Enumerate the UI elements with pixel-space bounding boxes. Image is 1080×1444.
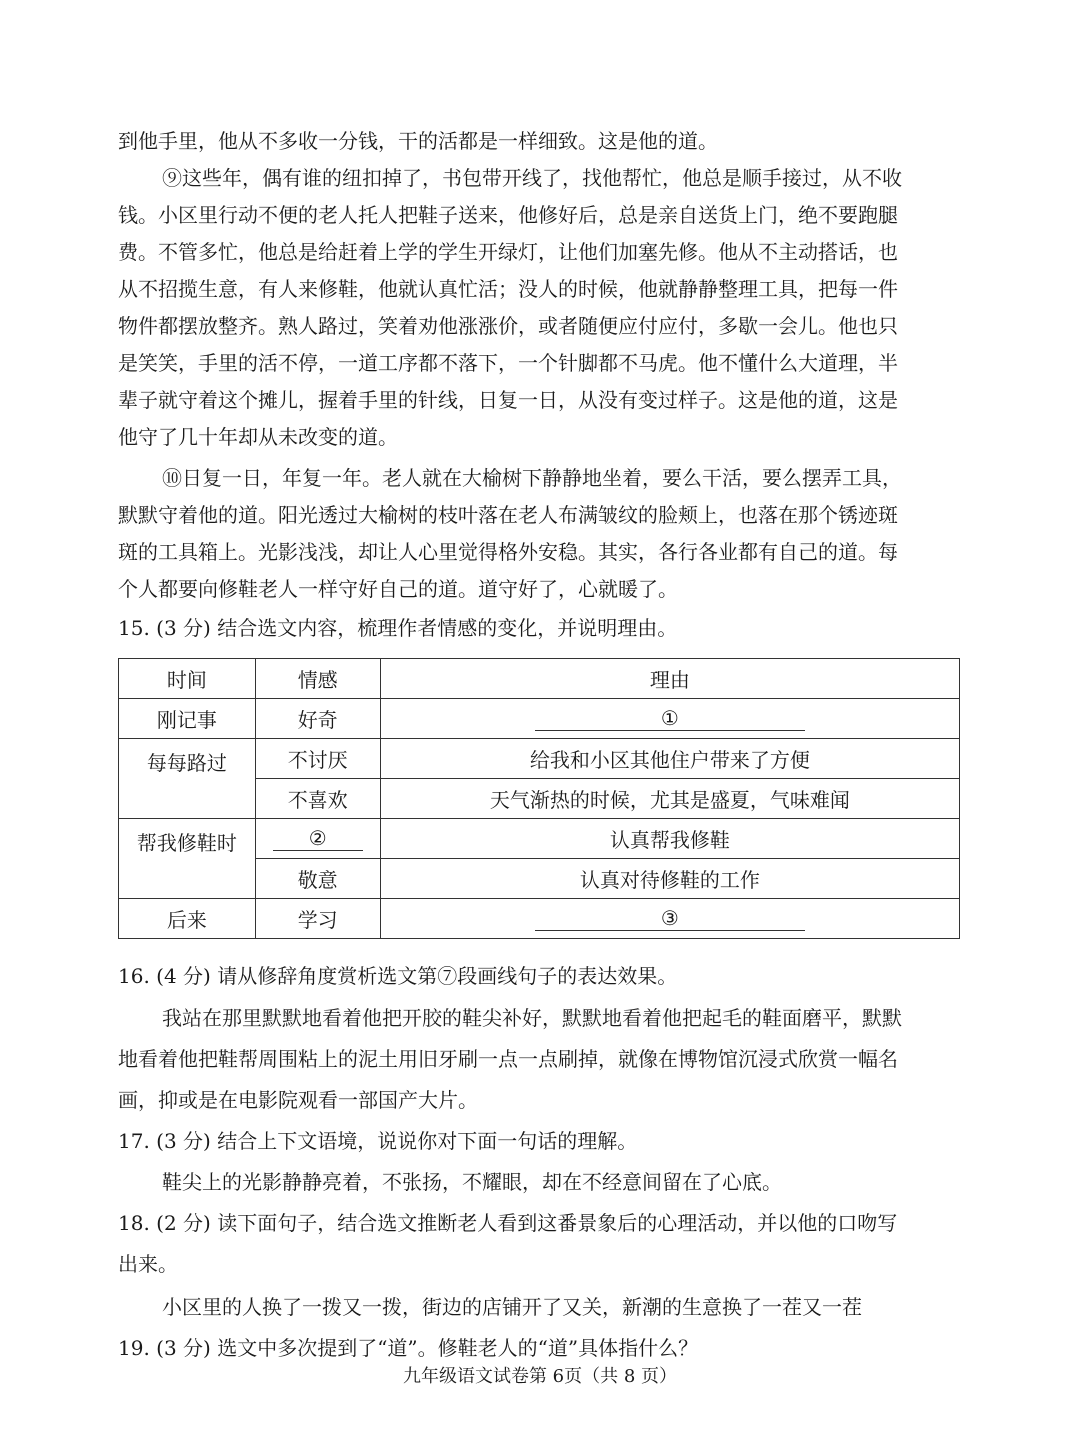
emotion-cell: 学习 — [255, 899, 380, 939]
answer-blank-2[interactable]: ② — [273, 826, 363, 851]
question-15: 15. (3 分) 结合选文内容，梳理作者情感的变化，并说明理由。 — [118, 616, 678, 640]
question-18: 18. (2 分) 读下面句子，结合选文推断老人看到这番景象后的心理活动，并以他的口吻写 — [118, 1211, 898, 1235]
reason-cell — [380, 699, 959, 739]
time-cell: 刚记事 — [119, 699, 256, 739]
passage-line: 辈子就守着这个摊儿，握着手里的针线，日复一日，从没有变过样子。这是他的道，这是 — [118, 388, 898, 412]
q16-quote-line: 我站在那里默默地看着他把开胶的鞋尖补好，默默地看着他把起毛的鞋面磨平，默默 — [162, 1006, 902, 1030]
passage-line: ⑨这些年，偶有谁的纽扣掉了，书包带开线了，找他帮忙，他总是顺手接过，从不收 — [162, 166, 902, 190]
page-footer: 九年级语文试卷第 6页（共 8 页） — [402, 1366, 678, 1387]
emotion-cell — [255, 819, 380, 859]
emotion-table — [118, 658, 960, 939]
time-cell: 帮我修鞋时 — [119, 819, 256, 899]
q17-quote: 鞋尖上的光影静静亮着，不张扬，不耀眼，却在不经意间留在了心底。 — [162, 1170, 782, 1194]
question-16: 16. (4 分) 请从修辞角度赏析选文第⑦段画线句子的表达效果。 — [118, 964, 678, 988]
passage-line: 是笑笑，手里的活不停，一道工序都不落下，一个针脚都不马虎。他不懂什么大道理，半 — [118, 351, 898, 375]
table-header-row — [119, 659, 960, 699]
time-cell: 后来 — [119, 899, 256, 939]
passage-line: 从不招揽生意，有人来修鞋，他就认真忙活；没人的时候，他就静静整理工具，把每一件 — [118, 277, 898, 301]
passage-line: 到他手里，他从不多收一分钱，干的活都是一样细致。这是他的道。 — [118, 129, 718, 153]
emotion-cell: 敬意 — [255, 859, 380, 899]
passage-line: 斑的工具箱上。光影浅浅，却让人心里觉得格外安稳。其实，各行各业都有自己的道。每 — [118, 540, 898, 564]
question-18-cont: 出来。 — [118, 1252, 178, 1276]
table-row — [119, 819, 960, 859]
passage-line: 默默守着他的道。阳光透过大榆树的枝叶落在老人布满皱纹的脸颊上，也落在那个锈迹斑 — [118, 503, 898, 527]
emotion-cell: 不讨厌 — [255, 739, 380, 779]
table-row — [119, 699, 960, 739]
emotion-cell: 不喜欢 — [255, 779, 380, 819]
table-row — [119, 899, 960, 939]
passage-line: 个人都要向修鞋老人一样守好自己的道。道守好了，心就暖了。 — [118, 577, 678, 601]
q16-quote-line: 地看着他把鞋帮周围粘上的泥土用旧牙刷一点一点刷掉，就像在博物馆沉浸式欣赏一幅名 — [118, 1047, 898, 1071]
header-reason: 理由 — [380, 659, 959, 699]
passage-line: 钱。小区里行动不便的老人托人把鞋子送来，他修好后，总是亲自送货上门，绝不要跑腿 — [118, 203, 898, 227]
answer-blank-3[interactable]: ③ — [535, 906, 805, 931]
passage-line: ⑩日复一日，年复一年。老人就在大榆树下静静地坐着，要么干活，要么摆弄工具， — [162, 466, 902, 490]
question-19: 19. (3 分) 选文中多次提到了“道”。修鞋老人的“道”具体指什么？ — [118, 1336, 699, 1360]
reason-cell: 认真帮我修鞋 — [380, 819, 959, 859]
reason-cell: 天气渐热的时候，尤其是盛夏，气味难闻 — [380, 779, 959, 819]
time-cell: 每每路过 — [119, 739, 256, 819]
answer-blank-1[interactable]: ① — [535, 706, 805, 731]
passage-line: 物件都摆放整齐。熟人路过，笑着劝他涨涨价，或者随便应付应付，多歇一会儿。他也只 — [118, 314, 898, 338]
q18-quote: 小区里的人换了一拨又一拨，街边的店铺开了又关，新潮的生意换了一茬又一茬 — [162, 1295, 862, 1319]
header-time: 时间 — [119, 659, 256, 699]
reason-cell: 给我和小区其他住户带来了方便 — [380, 739, 959, 779]
passage-line: 他守了几十年却从未改变的道。 — [118, 425, 398, 449]
question-17: 17. (3 分) 结合上下文语境，说说你对下面一句话的理解。 — [118, 1129, 638, 1153]
reason-cell — [380, 899, 959, 939]
header-emotion: 情感 — [255, 659, 380, 699]
reason-cell: 认真对待修鞋的工作 — [380, 859, 959, 899]
table-row — [119, 739, 960, 779]
passage-line: 费。不管多忙，他总是给赶着上学的学生开绿灯，让他们加塞先修。他从不主动搭话，也 — [118, 240, 898, 264]
emotion-cell: 好奇 — [255, 699, 380, 739]
q16-quote-line: 画，抑或是在电影院观看一部国产大片。 — [118, 1088, 478, 1112]
